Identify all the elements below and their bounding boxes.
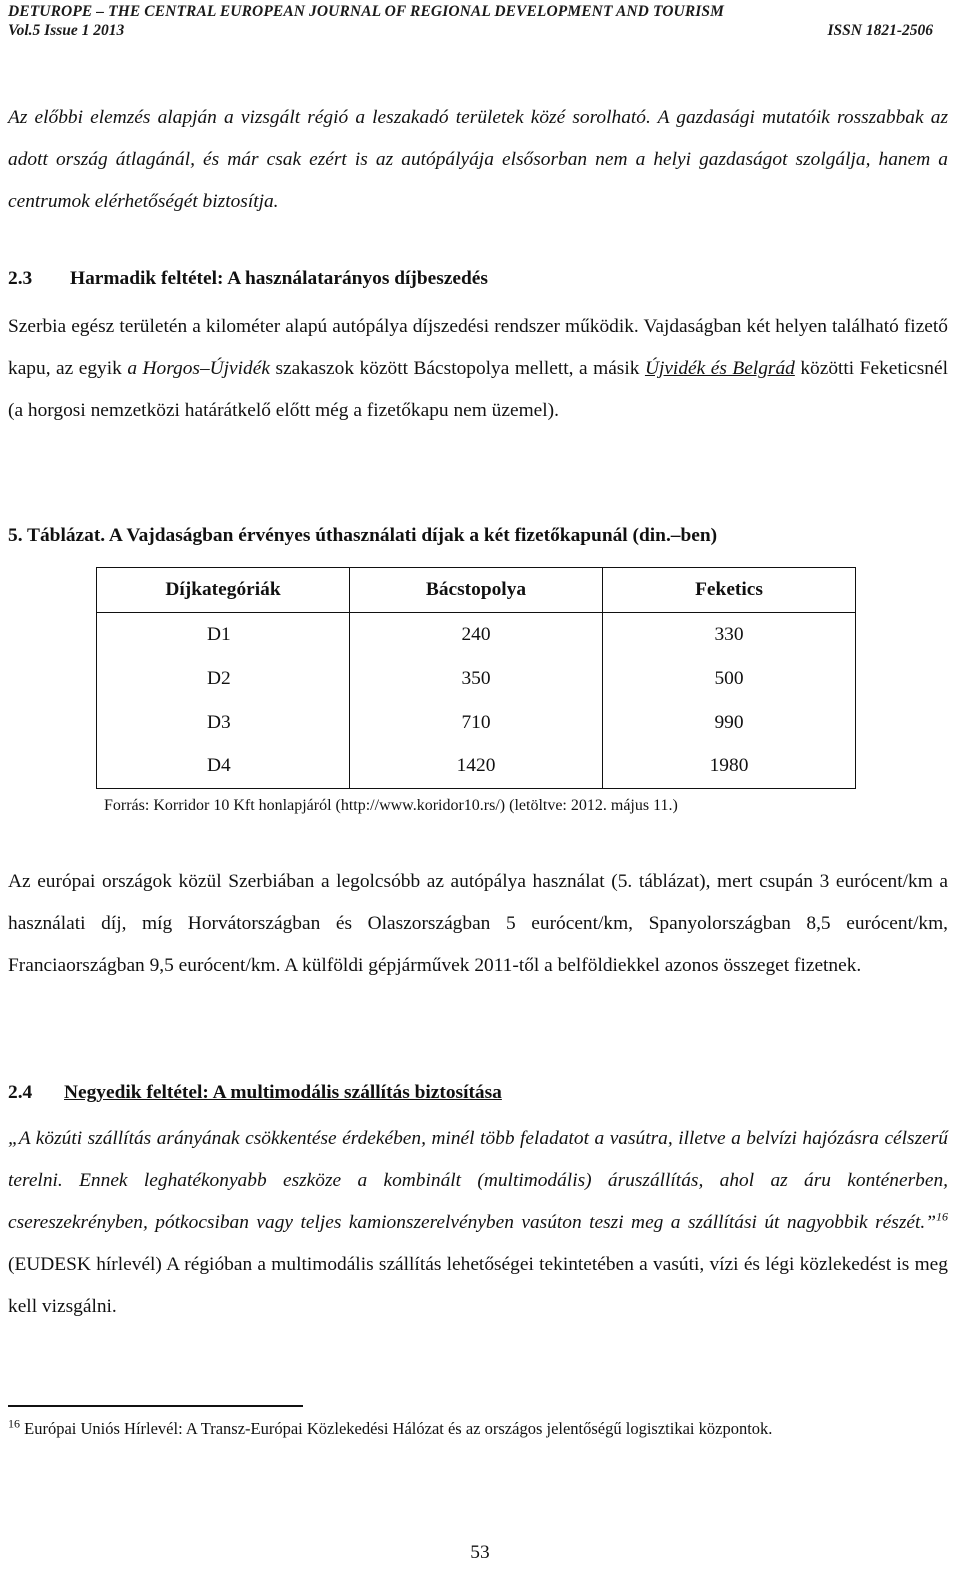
cell-bacstopolya: 240 [350, 613, 603, 657]
table-header-row [97, 568, 856, 613]
cell-feketics: 990 [603, 701, 856, 745]
footnote-text: Európai Uniós Hírlevél: A Transz-Európai Közlekedési Hálózat és az országos jelentőségű logisztikai központok. [20, 1419, 773, 1438]
footnote-separator [8, 1405, 303, 1407]
cell-feketics: 1980 [603, 745, 856, 789]
toll-table [96, 567, 856, 789]
intro-paragraph: Az előbbi elemzés alapján a vizsgált régió a leszakadó területek közé sorolható. A gazdasági mutatóik rosszabbak az adott ország átlagánál, és már csak ezért is az autópályája elsősorban nem a helyi gazdaságot szolgálja, hanem a centrumok elérhetőségét biztosítja. [8, 107, 948, 212]
cell-category: D3 [97, 701, 350, 745]
table-row [97, 657, 856, 701]
table-row [97, 701, 856, 745]
table-row [97, 745, 856, 789]
text-run: szakaszok között Bácstopolya mellett, a másik [269, 358, 645, 379]
section-2-4-paragraph [8, 1118, 948, 1328]
cell-feketics: 330 [603, 613, 856, 657]
section-2-3-heading [8, 268, 488, 290]
text-run: közötti Feketicsnél (a horgosi nemzetközi határátkelő előtt még a fizetőkapu nem üzemel). [8, 358, 948, 421]
table-row [97, 613, 856, 657]
header-category: Díjkategóriák [97, 568, 350, 613]
footnote-number: 16 [8, 1416, 20, 1431]
footnote-16 [8, 1414, 908, 1444]
route-horgos-ujvidek: a Horgos–Újvidék [127, 358, 270, 379]
header-bacstopolya: Bácstopolya [350, 568, 603, 613]
page-number: 53 [470, 1542, 490, 1563]
text-run: Szerbia egész területén a kilométer alapú autópálya díjszedési rendszer működik. Vajdaságban két helyen található fizető kapu, az egyik [8, 316, 948, 379]
section-2-4-title: Negyedik feltétel: A multimodális szállítás biztosítása [64, 1082, 502, 1103]
journal-volume: Vol.5 Issue 1 2013 [8, 22, 125, 39]
table-caption: 5. Táblázat. A Vajdaságban érvényes úthasználati díjak a két fizetőkapunál (din.–ben) [8, 525, 718, 546]
cell-bacstopolya: 350 [350, 657, 603, 701]
section-2-3-number: 2.3 [8, 268, 33, 289]
cell-bacstopolya: 710 [350, 701, 603, 745]
cell-feketics: 500 [603, 657, 856, 701]
cell-category: D4 [97, 745, 350, 789]
section-2-4-number: 2.4 [8, 1082, 33, 1103]
paragraph-3: Az európai országok közül Szerbiában a legolcsóbb az autópálya használat (5. táblázat), mert csupán 3 eurócent/km a használati díj, míg Horvátországban és Olaszországban 5 eurócent/km, Spanyolországban 8,5 eurócent/km, Franciaországban 9,5 eurócent/km. A külföldi gépjárművek 2011-től a belföldiekkel azonos összeget fizetnek. [8, 871, 948, 976]
cell-bacstopolya: 1420 [350, 745, 603, 789]
footnote-ref-16[interactable]: 16 [936, 1209, 948, 1224]
header-feketics: Feketics [603, 568, 856, 613]
journal-issn: ISSN 1821-2506 [827, 22, 933, 39]
section-2-4-heading [8, 1082, 502, 1104]
section-2-3-title: Harmadik feltétel: A használatarányos díjbeszedés [70, 268, 488, 289]
text-run: (EUDESK hírlevél) A régióban a multimodális szállítás lehetőségei tekintetében a vasúti, vízi és légi közlekedést is meg kell vizsgálni. [8, 1254, 948, 1317]
journal-title: DETUROPE – THE CENTRAL EUROPEAN JOURNAL OF REGIONAL DEVELOPMENT AND TOURISM [8, 3, 724, 20]
cell-category: D2 [97, 657, 350, 701]
table-source: Forrás: Korridor 10 Kft honlapjáról (http://www.koridor10.rs/) (letöltve: 2012. május 11.) [104, 797, 678, 814]
cell-category: D1 [97, 613, 350, 657]
journal-issue-line [8, 22, 933, 40]
route-ujvidek-belgrad: Újvidék és Belgrád [644, 358, 795, 379]
eudesk-quote: „A közúti szállítás arányának csökkentése érdekében, minél több feladatot a vasútra, illetve a belvízi hajózásra célszerű terelni. Ennek leghatékonyabb eszköze a kombinált (multimodális) áruszállítás, ahol az áru konténerben, csereszekrényben, pótkocsiban vagy teljes kamionszerelvényben vasúton teszi meg a szállítási út nagyobbik részét.” [8, 1128, 948, 1233]
section-2-3-paragraph [8, 306, 948, 432]
